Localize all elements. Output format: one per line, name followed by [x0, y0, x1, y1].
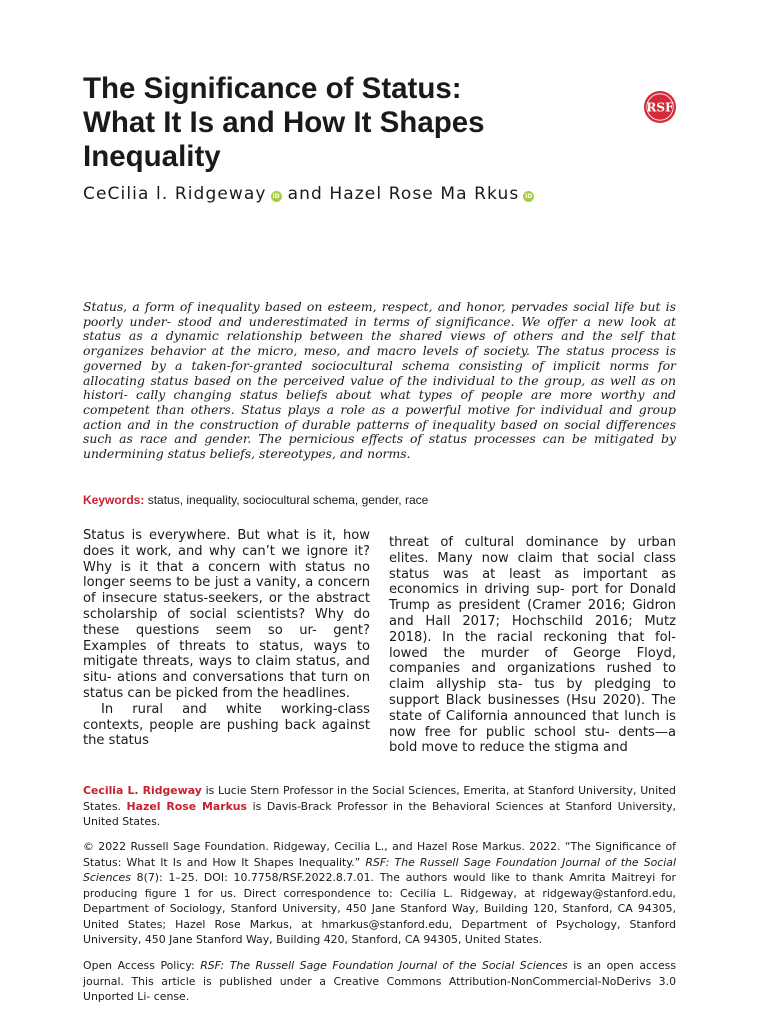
bio-name-ridgeway: Cecilia L. Ridgeway [83, 784, 202, 797]
copyright-text: © 2022 Russell Sage Foundation. Ridgeway, Cecilia L., and Hazel Rose Markus. 2022. “The Significance of Status: What It Is and How It Shapes Inequality.” [83, 840, 676, 869]
title-line: What It Is and How It Shapes [83, 106, 485, 139]
keywords [83, 493, 428, 507]
copyright-text: 8(7): 1–25. DOI: 10.7758/RSF.2022.8.7.01. The authors would like to thank Amrita Maitreyi for producing figure 1 for us. Direct correspondence to: Cecilia L. Ridgeway, at ridgeway@stanford.edu, Department of Sociology, Stanford University, 450 Jane Stanford Way, Building 120, Stanford, CA 94305, United States; Hazel Rose Markus, at hmarkus@stanford.edu, Department of Psychology, Stanford University, 450 Jane Stanford Way, Building 420, Stanford, CA 94305, United States. [83, 871, 676, 946]
orcid-icon[interactable]: iD [272, 193, 280, 200]
body-column-left [83, 528, 370, 749]
author-first: CeCilia l. Ridgeway [83, 184, 267, 204]
bio-text: is Davis-Brack Professor in the Behavioral Sciences at Stanford University, United States. [83, 799, 676, 828]
author-line [83, 184, 540, 204]
body-paragraph: In rural and white working-class contexts, people are pushing back against the status [83, 701, 370, 749]
journal-name: RSF: The Russell Sage Foundation Journal of the Social Sciences [200, 959, 568, 972]
body-paragraph: Status is everywhere. But what is it, how does it work, and why can’t we ignore it? Why is it that a concern with status no longer seems to be just a vanity, a concern of insecure status-seekers, or the abstract scholarship of social scientists? Why do these questions seem so ur- gent? Examples of threats to status, ways to mitigate threats, ways to claim status, and situ- ations and conversations that turn on status can be picked from the headlines. [83, 528, 370, 701]
keywords-text: status, inequality, sociocultural schema, gender, race [147, 493, 429, 507]
title-line: Inequality [83, 140, 221, 173]
logo-text: RSF [646, 100, 674, 115]
orcid-icon[interactable]: iD [525, 193, 533, 200]
keywords-label: Keywords: [83, 493, 145, 507]
author-bio-footnote [83, 783, 676, 830]
copyright-footnote [83, 839, 676, 948]
open-access-footnote [83, 958, 676, 1005]
body-paragraph: threat of cultural dominance by urban elites. Many now claim that social class status was at least as important as economics in driving sup- port for Donald Trump as president (Cramer 2016; Gidron and Hall 2017; Hochschild 2016; Mutz 2018). In the racial reckoning that fol- lowed the murder of George Floyd, companies and organizations rushed to claim allyship sta- tus by pledging to support Black businesses (Hsu 2020). The state of California announced that lunch is now free for public school stu- dents—a bold move to reduce the stigma and [389, 535, 676, 756]
bio-text: is Lucie Stern Professor in the Social Sciences, Emerita, at Stanford University, United States. [83, 784, 676, 813]
body-column-right [389, 535, 676, 756]
open-access-text: is an open access journal. This article is published under a Creative Commons Attribution-NonCommercial-NoDerivs 3.0 Unported Li- cense. [83, 959, 677, 1003]
article-title [83, 72, 623, 174]
bio-name-markus: Hazel Rose Markus [126, 799, 248, 813]
rsf-logo-icon [644, 91, 676, 123]
author-second: and Hazel Rose Ma Rkus [287, 184, 520, 204]
open-access-label: Open Access Policy: [83, 959, 201, 972]
journal-name: RSF: The Russell Sage Foundation Journal of the Social Sciences [83, 855, 676, 884]
abstract: Status, a form of inequality based on esteem, respect, and honor, pervades social life but is poorly under- stood and underestimated in terms of significance. We offer a new look at status as a dynamic relationship between the shared views of others and the self that organizes behavior at the micro, meso, and macro levels of society. The status process is governed by a taken-for-granted sociocultural schema consisting of implicit norms for allocating status based on the perceived value of the individual to the group, as well as on histori- cally changing status beliefs about what types of people are more worthy and competent than others. Status plays a role as a powerful motive for individual and group action and in the construction of durable patterns of inequality based on social differences such as race and gender. The pernicious effects of status processes can be mitigated by undermining status beliefs, stereotypes, and norms. [83, 299, 676, 462]
title-line: The Significance of Status: [83, 72, 462, 105]
